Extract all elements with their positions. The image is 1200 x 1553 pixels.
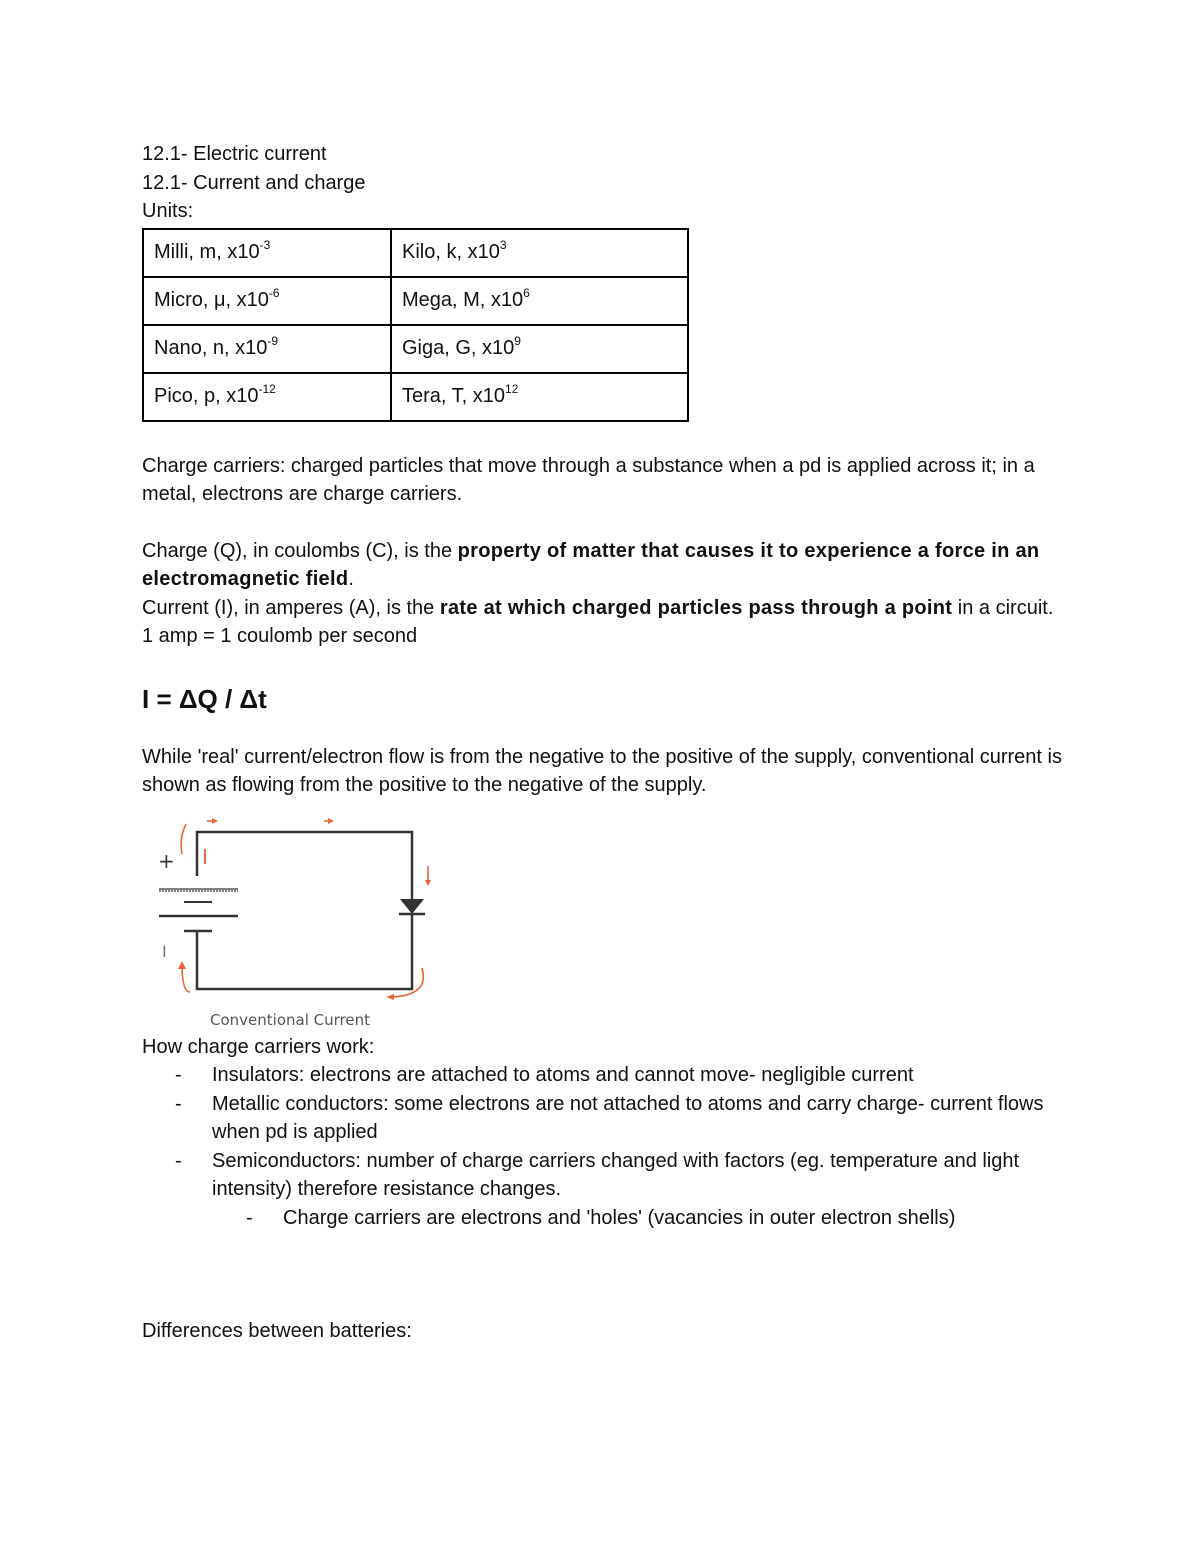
bottom-wire — [197, 914, 412, 989]
units-row — [143, 229, 688, 277]
unit-prefix: Kilo, k, x10 — [402, 241, 500, 263]
units-row — [143, 277, 688, 325]
carrier-sublist — [142, 1204, 1072, 1233]
diagram-caption: Conventional Current — [210, 1010, 370, 1029]
unit-exponent: -12 — [258, 382, 276, 396]
circuit-wires — [197, 832, 412, 989]
unit-prefix: Milli, m, x10 — [154, 241, 260, 263]
current-equation: I = ΔQ / Δt — [142, 683, 267, 714]
unit-prefix: Tera, T, x10 — [402, 385, 506, 407]
current-label: I — [202, 844, 208, 869]
list-item-text: Semiconductors: number of charge carriers changed with factors (eg. temperature and light intensity) therefore resistance changes. — [212, 1149, 1020, 1200]
unit-cell-right — [391, 325, 688, 373]
current-def-end: in a circuit. — [952, 596, 1054, 619]
units-row — [143, 325, 688, 373]
charge-carriers-definition: Charge carriers: charged particles that move through a substance when a pd is applied across it; in a metal, electrons are charge carriers. — [142, 454, 1035, 505]
charge-def-bold: property of matter that causes it to experience a force in an electromagnetic field — [142, 539, 1040, 590]
unit-exponent: -3 — [259, 238, 271, 252]
current-arrows — [178, 818, 431, 1000]
unit-cell-right — [391, 373, 688, 421]
bullet-dash: - — [246, 1206, 253, 1229]
current-definition — [142, 594, 1072, 623]
list-item — [142, 1147, 1072, 1204]
unit-prefix: Nano, n, x10 — [154, 337, 268, 359]
carriers-heading: How charge carriers work: — [142, 1035, 375, 1058]
minus-sign: I — [162, 941, 167, 961]
battery-icon — [159, 889, 238, 931]
units-row — [143, 373, 688, 421]
unit-prefix: Pico, p, x10 — [154, 385, 259, 407]
units-label: Units: — [142, 200, 194, 222]
unit-cell-right — [391, 277, 688, 325]
bullet-dash: - — [175, 1149, 182, 1172]
conventional-current-text: While 'real' current/electron flow is from the negative to the positive of the supply, conventional current is shown as flowing from the positive to the negative of the supply. — [142, 745, 1062, 796]
plus-sign: + — [158, 848, 175, 873]
arc-arrow-bottom-right — [390, 968, 423, 997]
bullet-dash: - — [175, 1092, 182, 1115]
unit-cell-left — [143, 277, 391, 325]
unit-exponent: -6 — [268, 286, 280, 300]
batteries-heading: Differences between batteries: — [142, 1320, 412, 1342]
unit-exponent: 12 — [505, 382, 519, 396]
circuit-diagram — [152, 814, 452, 1029]
list-item — [142, 1090, 1072, 1147]
current-def-text: Current (I), in amperes (A), is the — [142, 596, 440, 619]
list-item-text: Metallic conductors: some electrons are not attached to atoms and carry charge- current flows when pd is applied — [212, 1092, 1044, 1143]
unit-exponent: 3 — [499, 238, 507, 252]
list-item — [142, 1061, 1072, 1090]
unit-exponent: -9 — [267, 334, 279, 348]
subsection-title: 12.1- Current and charge — [142, 171, 366, 194]
diode-icon — [399, 899, 425, 914]
list-item-text: Charge carriers are electrons and 'holes' (vacancies in outer electron shells) — [283, 1206, 956, 1229]
amp-definition: 1 amp = 1 coulomb per second — [142, 625, 418, 647]
unit-prefix: Mega, M, x10 — [402, 289, 524, 311]
arc-arrow-top-left — [181, 824, 186, 854]
document-page — [142, 140, 1072, 1346]
carrier-list — [142, 1061, 1072, 1204]
unit-exponent: 6 — [523, 286, 530, 300]
arrow-head-up — [178, 961, 186, 969]
list-item — [142, 1204, 1072, 1233]
units-table — [142, 228, 689, 422]
charge-definition — [142, 537, 1072, 594]
unit-cell-left — [143, 373, 391, 421]
unit-cell-right — [391, 229, 688, 277]
unit-exponent: 9 — [514, 334, 521, 348]
charge-def-text: Charge (Q), in coulombs (C), is the — [142, 539, 458, 562]
charge-def-end: . — [348, 568, 354, 590]
unit-cell-left — [143, 229, 391, 277]
list-item-text: Insulators: electrons are attached to atoms and cannot move- negligible current — [212, 1064, 914, 1086]
section-title: 12.1- Electric current — [142, 143, 327, 165]
unit-prefix: Micro, μ, x10 — [154, 289, 269, 311]
circuit-svg — [152, 814, 452, 1029]
unit-prefix: Giga, G, x10 — [402, 337, 515, 359]
current-def-bold: rate at which charged particles pass through a point — [439, 596, 953, 619]
unit-cell-left — [143, 325, 391, 373]
bullet-dash: - — [175, 1064, 182, 1086]
